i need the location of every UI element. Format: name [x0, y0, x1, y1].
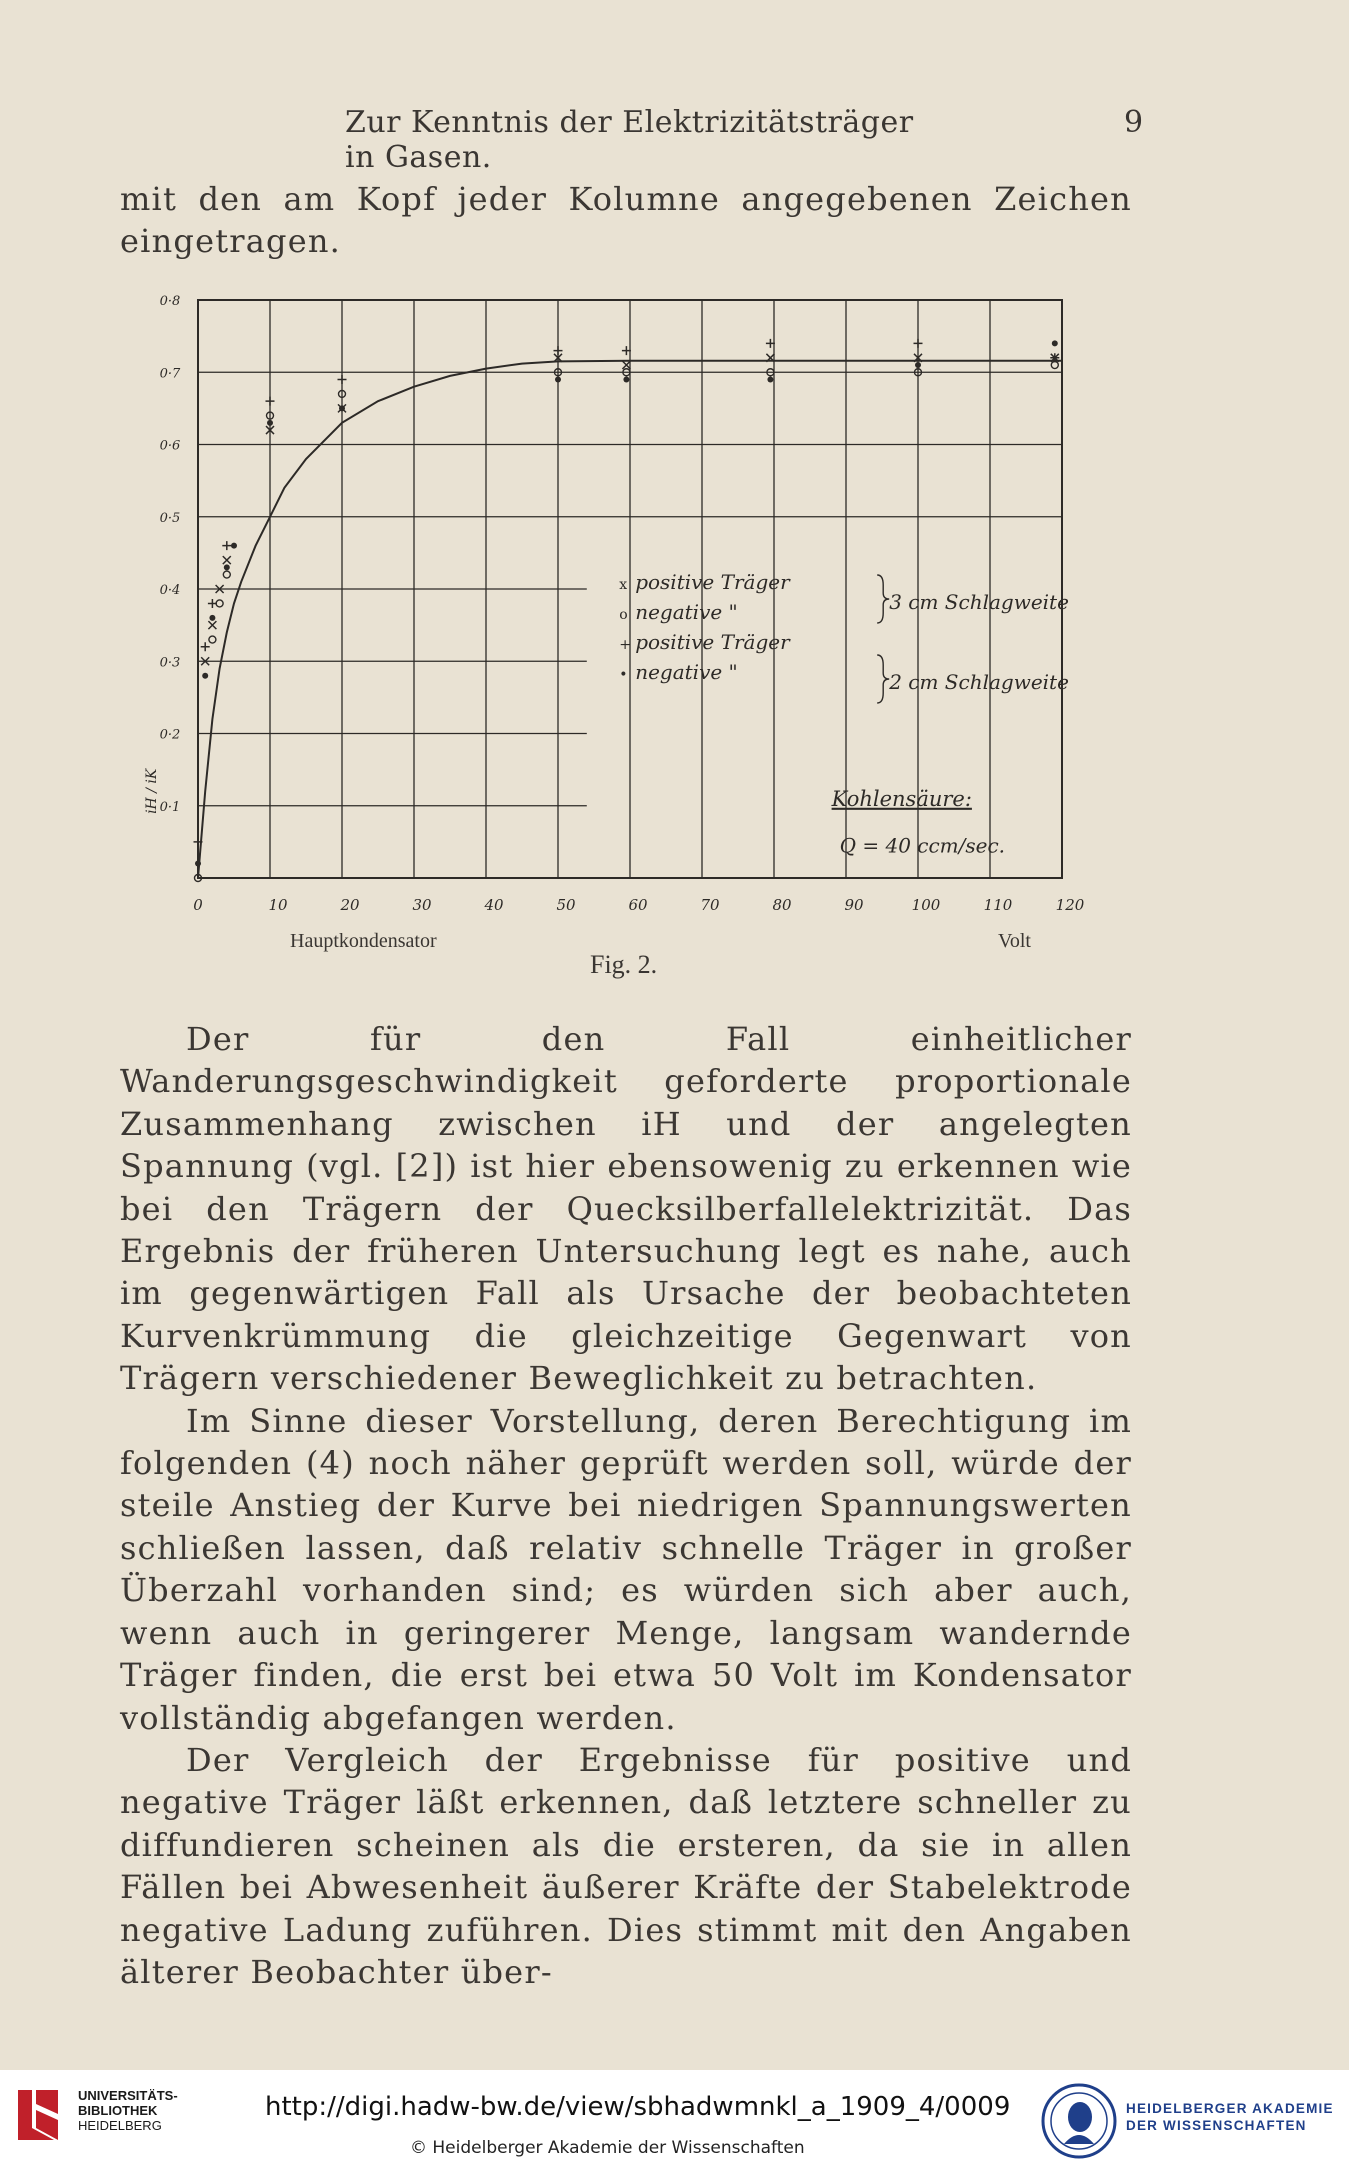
academy-line-1: HEIDELBERGER AKADEMIE: [1126, 2101, 1334, 2116]
university-library-logo-icon[interactable]: [14, 2084, 70, 2144]
data-point-dot: [195, 861, 201, 867]
x-tick-label: 90: [844, 896, 864, 914]
data-point-dot: [209, 615, 215, 621]
x-tick-label: 10: [268, 896, 288, 914]
legend-entry: negative ": [635, 660, 738, 684]
running-title: Zur Kenntnis der Elektrizitätsträger in Gasen.: [345, 105, 914, 175]
data-point-circle: [1051, 362, 1058, 369]
figure-caption: Fig. 2.: [590, 950, 658, 979]
legend-marker: +: [619, 637, 631, 653]
data-point-dot: [915, 362, 921, 368]
data-point-dot: [231, 543, 237, 549]
paragraph-2: Im Sinne dieser Vorstellung, deren Berechtigung im folgenden (4) noch näher geprüft werden soll, würde der steile Anstieg der Kurve bei niedrigen Spannungswerten schließen lassen, daß relativ schnelle Träger in großer Überzahl vorhanden sind; es würden sich aber auch, wenn auch in geringerer Menge, langsam wandernde Träger finden, die erst bei etwa 50 Volt im Kondensator vollständig abgefangen werden.: [120, 1401, 1132, 1737]
x-tick-label: 40: [484, 896, 504, 914]
legend-brace: [877, 575, 889, 623]
data-point-circle: [223, 571, 230, 578]
library-line-1: UNIVERSITÄTS-: [78, 2088, 178, 2103]
copyright-notice: © Heidelberger Akademie der Wissenschaften: [410, 2138, 805, 2158]
academy-line-2: DER WISSENSCHAFTEN: [1126, 2118, 1307, 2133]
data-point-plus: [338, 375, 347, 384]
legend-brace: [877, 655, 889, 703]
data-point-dot: [555, 376, 561, 382]
academy-name[interactable]: [1126, 2100, 1334, 2134]
data-point-plus: [201, 642, 210, 651]
university-library-name[interactable]: [78, 2088, 178, 2133]
academy-seal-icon[interactable]: [1040, 2082, 1118, 2160]
chart-svg: [144, 290, 1085, 930]
x-tick-label: 100: [911, 896, 941, 914]
data-point-dot: [224, 564, 230, 570]
data-point-plus: [914, 339, 923, 348]
y-tick-label: 0·6: [159, 438, 181, 454]
data-point-dot: [767, 376, 773, 382]
x-tick-label: 60: [628, 896, 648, 914]
body-text: [120, 1018, 1132, 1993]
x-axis-label-right: Volt: [998, 930, 1031, 952]
y-tick-label: 0·4: [159, 583, 181, 598]
legend-marker: x: [619, 577, 628, 593]
legend-marker: o: [619, 607, 628, 623]
legend-marker: •: [619, 667, 628, 683]
x-axis-label-left: Hauptkondensator: [290, 930, 437, 952]
figure-2: [144, 290, 1085, 990]
legend-group-label: 3 cm Schlagweite: [889, 590, 1069, 614]
data-point-x: [223, 556, 231, 564]
y-tick-label: 0·7: [159, 366, 181, 382]
x-tick-label: 80: [772, 896, 792, 914]
x-tick-label: 0: [193, 896, 203, 914]
legend-entry: positive Träger: [635, 630, 790, 654]
data-point-plus: [266, 397, 275, 406]
flow-rate-annotation: Q = 40 ccm/sec.: [839, 833, 1006, 858]
x-tick-label: 20: [340, 896, 360, 914]
document-url-link[interactable]: http://digi.hadw-bw.de/view/sbhadwmnkl_a_1909_4/0009: [265, 2092, 1011, 2122]
legend-entry: negative ": [635, 600, 738, 624]
paragraph-3: Der Vergleich der Ergebnisse für positive und negative Träger läßt erkennen, daß letztere schneller zu diffundieren scheinen als die ersteren, da sie in allen Fällen bei Abwesenheit äußerer Kräfte der Stabelektrode negative Ladung zuführen. Dies stimmt mit den Angaben älterer Beobachter über-: [120, 1740, 1132, 1991]
page-number: 9: [1124, 105, 1144, 140]
x-tick-label: 110: [983, 896, 1013, 914]
data-point-dot: [339, 405, 345, 411]
legend-entry: positive Träger: [635, 570, 790, 594]
y-tick-label: 0·2: [159, 727, 181, 743]
data-point-dot: [202, 673, 208, 679]
library-line-3: HEIDELBERG: [78, 2118, 162, 2133]
x-tick-label: 120: [1055, 896, 1085, 914]
data-point-x: [622, 361, 630, 369]
data-point-plus: [208, 599, 217, 608]
paragraph-1: Der für den Fall einheitlicher Wanderungsgeschwindigkeit geforderte proportionale Zusammenhang zwischen iH und der angelegten Spannung (vgl. [2]) ist hier ebensowenig zu erkennen wie bei den Trägern der Quecksilberfallelektrizität. Das Ergebnis der früheren Untersuchung legt es nahe, auch im gegenwärtigen Fall als Ursache der beobachteten Kurvenkrümmung die gleichzeitige Gegenwart von Trägern verschiedener Beweglichkeit zu betrachten.: [120, 1020, 1132, 1398]
gas-annotation: Kohlensäure:: [831, 786, 972, 811]
data-point-circle: [216, 600, 223, 607]
intro-text: mit den am Kopf jeder Kolumne angegebenen Zeichen eingetragen.: [120, 180, 1132, 261]
data-point-circle: [209, 636, 216, 643]
y-tick-label: 0·1: [159, 799, 181, 815]
intro-paragraph: [120, 178, 1132, 263]
data-point-plus: [222, 541, 231, 550]
x-tick-label: 70: [700, 896, 720, 914]
y-tick-label: 0·8: [159, 294, 181, 309]
data-point-dot: [267, 420, 273, 426]
data-point-x: [208, 621, 216, 629]
x-tick-label: 50: [556, 896, 576, 914]
data-point-dot: [623, 376, 629, 382]
x-tick-label: 30: [412, 896, 432, 914]
y-axis-label: iH / iK: [144, 768, 160, 814]
legend-group-label: 2 cm Schlagweite: [889, 670, 1069, 694]
y-tick-label: 0·3: [159, 655, 181, 671]
library-line-2: BIBLIOTHEK: [78, 2103, 158, 2118]
data-point-dot: [1052, 340, 1058, 346]
y-tick-label: 0·5: [159, 510, 181, 526]
